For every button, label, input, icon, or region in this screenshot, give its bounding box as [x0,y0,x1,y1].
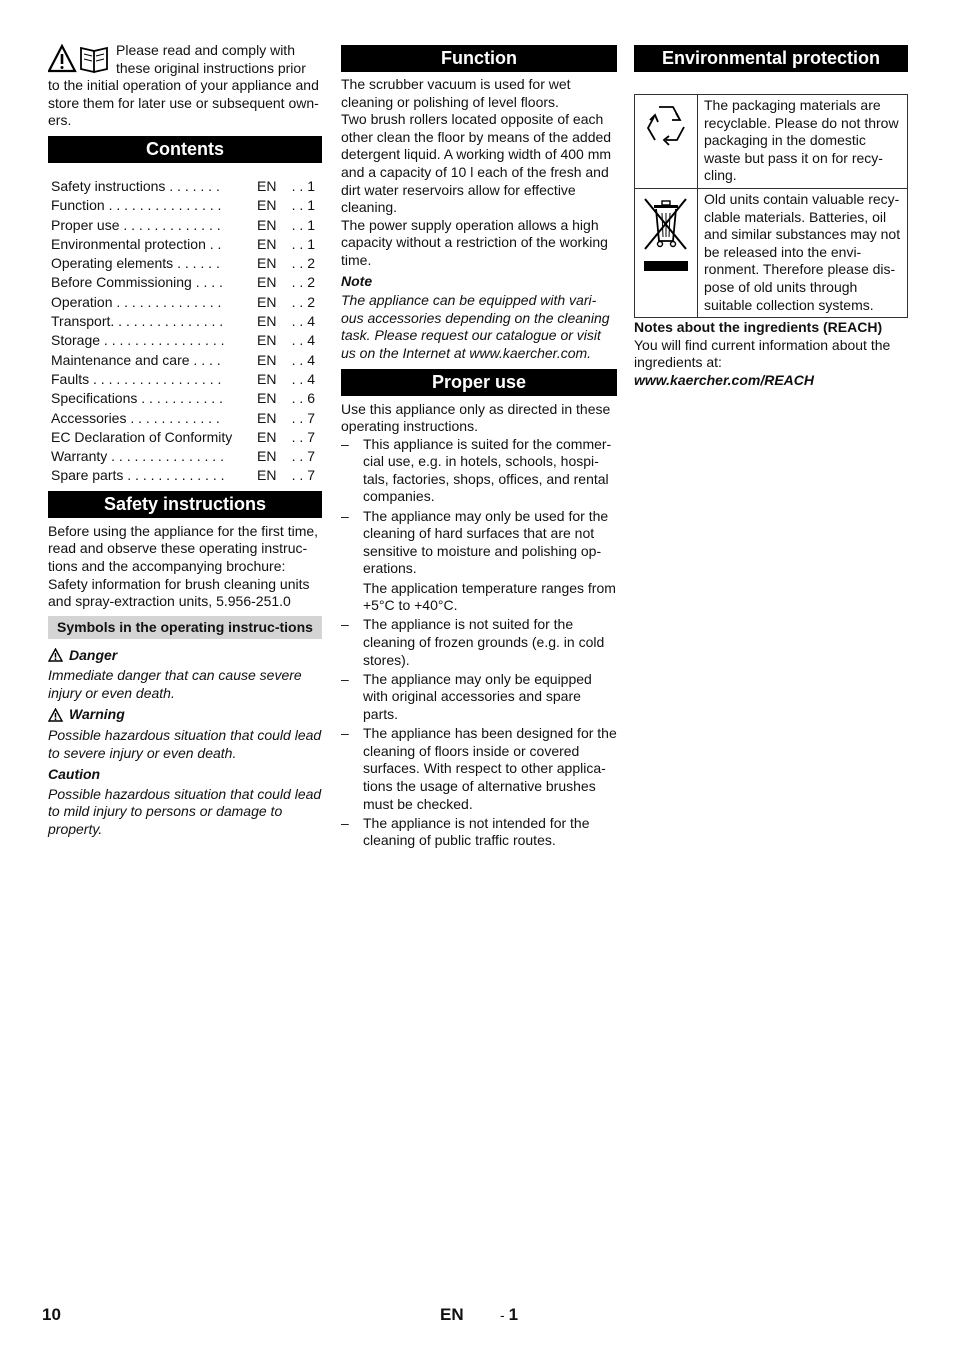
toc-page: . . 4 [291,351,315,368]
list-item [341,508,617,615]
toc-title: Storage . . . . . . . . . . . . . . . . [51,332,225,349]
toc-title: Function . . . . . . . . . . . . . . . [51,197,222,214]
toc-lang: EN [257,351,277,368]
toc-lang: EN [257,390,277,407]
function-p3: The power supply operation allows a high capacity without a restriction of the working time. [341,216,608,268]
table-row [635,188,908,317]
intro-line-1: Please read and comply with [116,42,295,58]
toc-title: Before Commissioning . . . . [51,274,223,291]
toc-row[interactable] [48,196,322,215]
warning-label-text: Warning [69,706,125,723]
reach-text: You will find current information about the ingredients at: [634,336,891,371]
danger-icon [48,648,63,662]
proper-use-intro: Use this appliance only as directed in these operating instructions. [341,400,611,435]
toc-row[interactable] [48,447,322,466]
note-text: The appliance can be equipped with vari-ous accessories depending on the cleaning task. Please request our catalogue or visit us on the Internet at www.kaercher.com. [341,292,610,361]
toc-lang: EN [257,197,277,214]
caution-text: Possible hazardous situation that could lead to mild injury to persons or damage to property. [48,785,322,838]
note-label: Note [341,272,373,289]
toc-title: Spare parts . . . . . . . . . . . . . [51,467,225,484]
toc-title: Faults . . . . . . . . . . . . . . . . . [51,370,222,387]
list-item: – The appliance is not suited for the cleaning of frozen grounds (e.g. in cold stores). [341,616,617,669]
toc-row[interactable] [48,370,322,389]
toc-title: EC Declaration of Conformity [51,428,233,445]
toc-title: Operating elements . . . . . . [51,255,220,272]
reach-link[interactable]: www.kaercher.com/REACH [634,371,814,388]
toc-title: Proper use . . . . . . . . . . . . . [51,216,221,233]
toc-row[interactable] [48,331,322,350]
toc-lang: EN [257,235,277,252]
intro-text: to the initial operation of your appliance and store them for later use or subsequent own-ers. [48,77,319,129]
proper-use-list [341,436,617,850]
toc-lang: EN [257,216,277,233]
weee-cell [635,188,698,317]
toc-row[interactable] [48,273,322,292]
environment-heading: Environmental protection [634,45,908,72]
function-p1: The scrubber vacuum is used for wet cleaning or polishing of level floors. [341,76,571,110]
list-item: – The appliance may only be equipped with original accessories and spare parts. [341,671,617,724]
old-units-text: Old units contain valuable recy-clable materials. Batteries, oil and similar substances may not be released into the envi-ronment. Therefore please dis-pose of old units through suitable collection systems. [698,188,908,317]
toc-row[interactable] [48,177,322,196]
toc-lang: EN [257,428,277,445]
proper-use-heading: Proper use [341,369,617,396]
toc-title: Operation . . . . . . . . . . . . . . [51,293,222,310]
toc-lang: EN [257,448,277,465]
recycle-cell [635,95,698,189]
toc-page: . . 7 [291,428,315,445]
toc-title: Accessories . . . . . . . . . . . . [51,409,220,426]
toc-row[interactable] [48,389,322,408]
toc-page: . . 7 [291,467,315,484]
danger-text: Immediate danger that can cause severe injury or even death. [48,667,302,701]
toc-page: . . 4 [291,332,315,349]
toc-lang: EN [257,332,277,349]
column-left [48,42,322,839]
column-middle [341,42,617,852]
toc-lang: EN [257,467,277,484]
toc-title: Specifications . . . . . . . . . . . [51,390,223,407]
table-of-contents [48,177,322,486]
function-heading: Function [341,45,617,72]
danger-label [48,647,322,665]
contents-heading: Contents [48,136,322,163]
safety-text: Before using the appliance for the first time, read and observe these operating instruc-tions and the accompanying brochure: Safety information for brush cleaning units and spray-extraction units, 5.956-251.0 [48,522,319,610]
toc-page: . . 1 [291,197,315,214]
toc-title: Environmental protection . . [51,235,222,252]
toc-title: Warranty . . . . . . . . . . . . . . . [51,448,224,465]
toc-page: . . 2 [291,255,315,272]
warning-text: Possible hazardous situation that could lead to severe injury or even death. [48,727,322,761]
toc-page: . . 2 [291,274,315,291]
toc-page: . . 1 [291,235,315,252]
toc-title: Maintenance and care . . . . [51,351,221,368]
warning-icon [48,708,63,722]
warning-manual-icon [48,44,110,74]
column-right [634,42,908,390]
toc-lang: EN [257,274,277,291]
footer-dash: - [500,1307,509,1323]
list-item: – This appliance is suited for the commer-cial use, e.g. in hotels, schools, hospi-tals, factories, shops, offices, and rental companies. [341,436,617,506]
reach-heading: Notes about the ingredients (REACH) [634,319,883,336]
toc-page: . . 4 [291,313,315,330]
function-p2: Two brush rollers located opposite of each other clean the floor by means of the added detergent liquid. A working width of 400 mm and a capacity of 10 l each of the fresh and dirt water reservoirs allow for effective cleaning. [341,111,612,216]
toc-row[interactable] [48,409,322,428]
toc-row[interactable] [48,312,322,331]
list-item-text: The appliance may only be used for the cleaning of hard surfaces that are not sensitive to moisture and polishing op-erations. [363,507,609,577]
intro-block [48,42,322,130]
toc-row[interactable] [48,293,322,312]
toc-page: . . 1 [291,216,315,233]
toc-page: . . 4 [291,370,315,387]
toc-row[interactable] [48,235,322,254]
toc-page: . . 7 [291,409,315,426]
list-item: – The appliance is not intended for the cleaning of public traffic routes. [341,815,617,850]
environment-table [634,94,908,318]
list-item: – The appliance has been designed for the cleaning of floors inside or covered surfaces. With respect to other applica-tions the usage of alternative brushes must be checked. [341,725,617,813]
toc-title: Transport. . . . . . . . . . . . . . . [51,313,224,330]
toc-lang: EN [257,370,277,387]
danger-label-text: Danger [69,646,118,663]
toc-page: . . 2 [291,293,315,310]
packaging-text: The packaging materials are recyclable. Please do not throw packaging in the domestic waste but pass it on for recy-cling. [698,95,908,189]
toc-page: . . 1 [291,177,315,194]
footer-lang: EN [440,1305,464,1324]
temperature-note: The application temperature ranges from +5°C to +40°C. [363,579,616,614]
footer-subpage-number: 1 [508,1305,519,1324]
page-number: 10 [42,1305,61,1324]
toc-row[interactable] [48,428,322,447]
toc-row[interactable] [48,216,322,235]
toc-lang: EN [257,255,277,272]
toc-row[interactable] [48,466,322,485]
symbols-heading: Symbols in the operating instruc-tions [48,616,322,639]
crossed-bin-icon [640,193,692,277]
toc-lang: EN [257,313,277,330]
toc-lang: EN [257,177,277,194]
toc-lang: EN [257,293,277,310]
toc-title: Safety instructions . . . . . . . [51,177,220,194]
footer-subpage [500,1306,518,1325]
table-row [635,95,908,189]
caution-label: Caution [48,766,101,783]
warning-label [48,706,322,724]
toc-row[interactable] [48,351,322,370]
safety-heading: Safety instructions [48,491,322,518]
toc-lang: EN [257,409,277,426]
toc-row[interactable] [48,254,322,273]
toc-page: . . 7 [291,448,315,465]
toc-page: . . 6 [291,390,315,407]
intro-line-2: these original instructions prior [116,59,306,76]
recycle-icon [640,99,692,155]
